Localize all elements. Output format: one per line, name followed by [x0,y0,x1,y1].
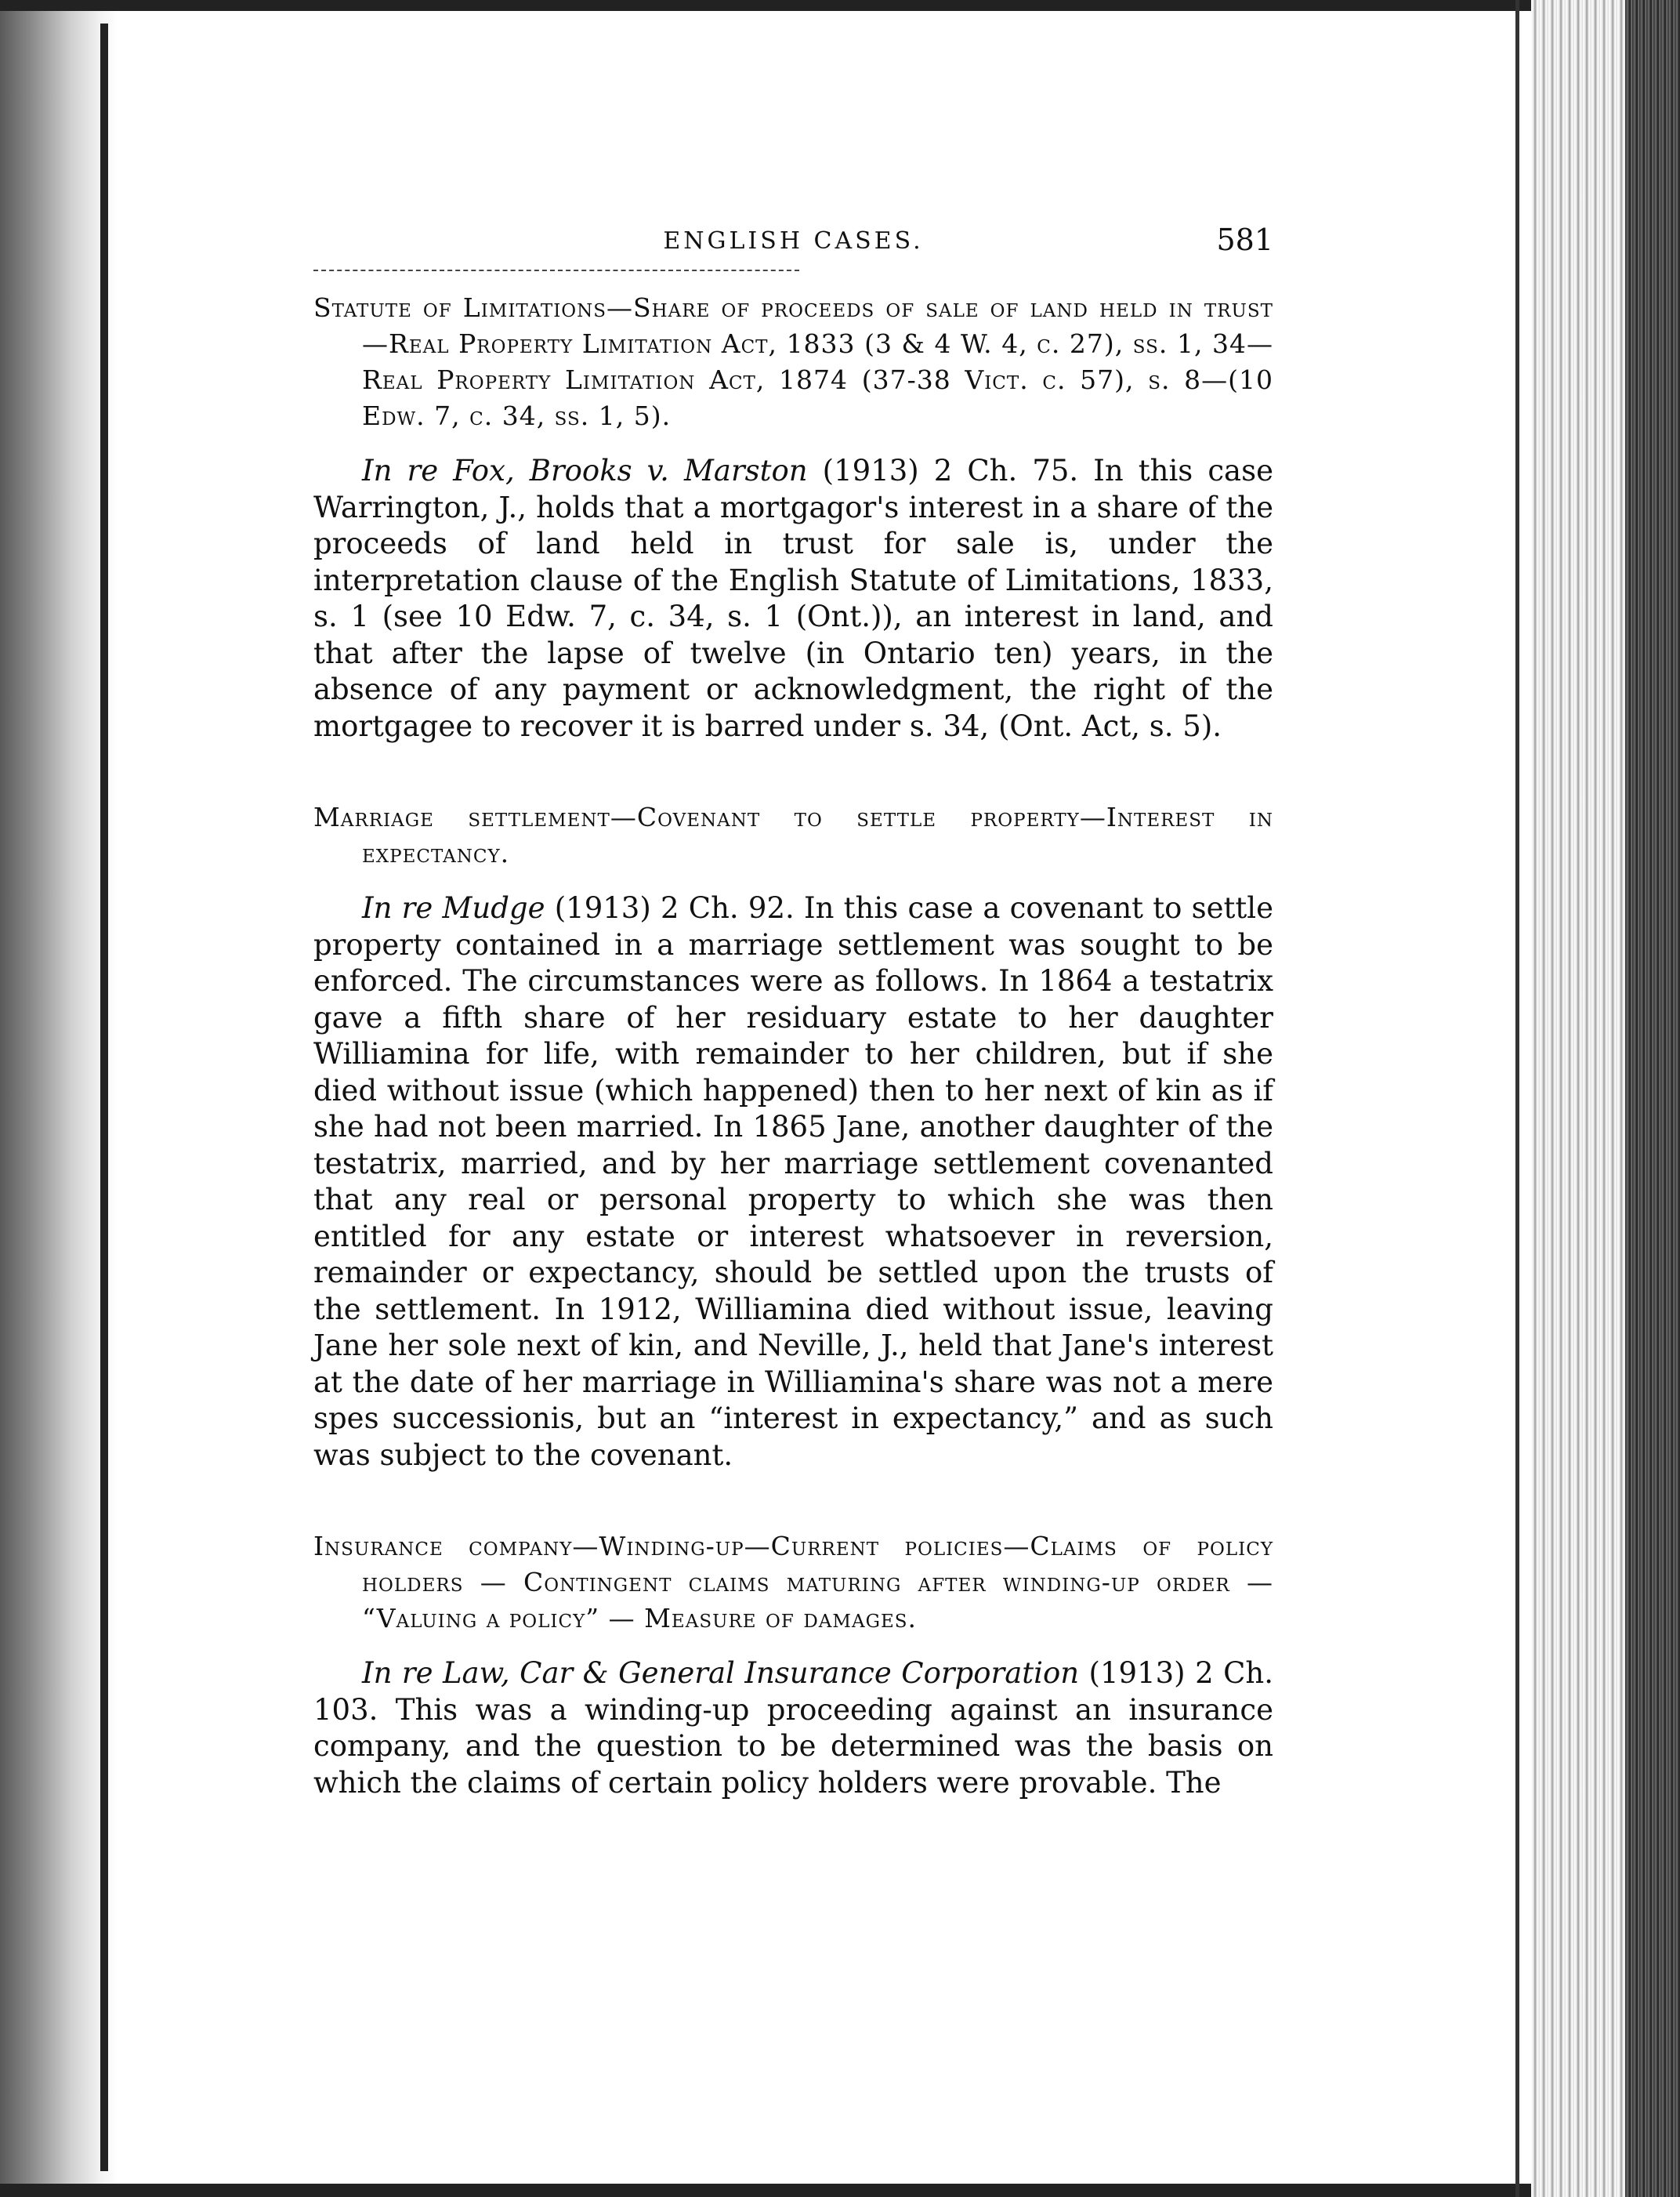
scan-top-edge [0,0,1680,11]
section-heading: Statute of Limitations—Share of proceeds of sale of land held in trust—Real Property Limitation Act, 1833 (3 & 4 W. 4, c. 27), ss. 1, 34—Real Property Limitation Act, 1874 (37-38 Vict. c. 57), s. 8—(10 Edw. 7, c. 34, ss. 1, 5). [313,292,1273,431]
section-insurance-company [313,1528,1273,1801]
body-text: (1913) 2 Ch. 92. In this case a covenant to settle property contained in a marriage settlement was sought to be enforced. The circumstances were as follows. In 1864 a testatrix gave a fifth share of her residuary estate to her daughter Williamina for life, with remainder to her children, but if she died without issue (which happened) then to her next of kin as if she had not been married. In 1865 Jane, another daughter of the testatrix, married, and by her marriage settlement covenanted that any real or personal property to which she was then entitled for any estate or interest whatsoever in reversion, remainder or expectancy, should be settled upon the trusts of the settlement. In 1912, Williamina died without issue, leaving Jane her sole next of kin, and Neville, J., held that Jane's interest at the date of her marriage in Williamina's share was not a mere spes successionis, but an “interest in expectancy,” and as such was subject to the covenant. [313,891,1273,1472]
page-number: 581 [1216,223,1273,257]
body-text: (1913) 2 Ch. 75. In this case Warrington, J., holds that a mortgagor's interest in a share of the proceeds of land held in trust for sale is, under the interpretation clause of the English Statute of Limitations, 1833, s. 1 (see 10 Edw. 7, c. 34, s. 1 (Ont.)), an interest in land, and that after the lapse of twelve (in Ontario ten) years, in the absence of any payment or acknowledgment, the right of the mortgagee to recover it is barred under s. 34, (Ont. Act, s. 5). [313,454,1273,743]
body-text: (1913) 2 Ch. 103. This was a winding-up proceeding against an insurance company, and the question to be determined was the basis on which the claims of certain policy holders were provable. The [313,1656,1273,1800]
scan-bottom-edge [0,2184,1680,2197]
case-citation: In re Law, Car & General Insurance Corporation [362,1656,1080,1690]
scan-left-binding [100,24,108,2171]
scan-right-binding-line [1515,0,1519,2197]
book-page [313,219,1273,1856]
section-body [313,1655,1273,1801]
scan-right-dark-edge [1625,0,1680,2197]
section-body [313,890,1273,1474]
section-marriage-settlement [313,799,1273,1474]
section-heading: Insurance company—Winding-up—Current policies—Claims of policy holders — Contingent claims maturing after winding-up order — “Valuing a policy” — Measure of damages. [313,1531,1273,1633]
section-heading: Marriage settlement—Covenant to settle property—Interest in expectancy. [313,802,1273,868]
case-citation: In re Mudge [362,891,545,925]
section-body [313,453,1273,745]
section-statute-of-limitations [313,290,1273,745]
running-head [313,219,1273,266]
case-citation: In re Fox, Brooks v. Marston [362,454,808,488]
header-rule [313,270,799,271]
running-head-title: ENGLISH CASES. [663,227,924,255]
